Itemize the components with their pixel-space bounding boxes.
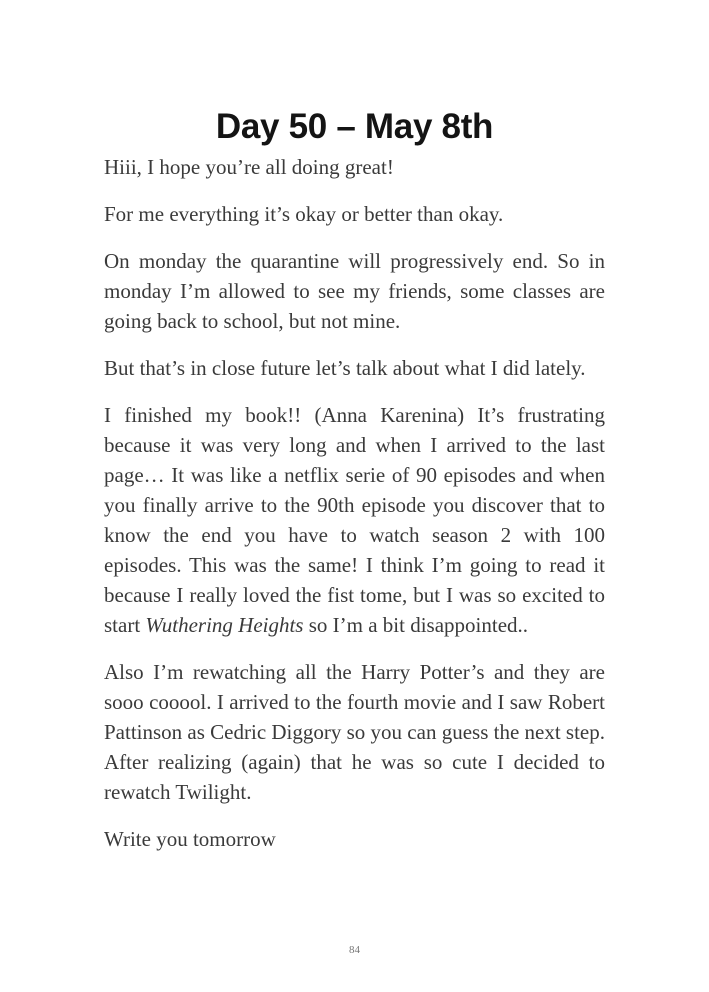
book-title-italic: Wuthering Heights (145, 613, 304, 637)
paragraph-future: But that’s in close future let’s talk about what I did lately. (104, 356, 586, 380)
page-title: Day 50 – May 8th (215, 107, 494, 147)
paragraph-signoff: Write you tomorrow (104, 827, 276, 851)
paragraph-book (104, 400, 605, 640)
paragraph-book-text: I finished my book!! (Anna Karenina) It’s frustrating because it was very long and when I arrived to the last page… It was like a netflix serie of 90 episodes and when you finally arrive to the 90th episode you discover that to know the end you have to watch season 2 with 100 episodes. This was the same! I think I’m going to read it because I really loved the fist tome, but I was so excited to start (104, 403, 605, 637)
paragraph-book-end: so I’m a bit disappointed.. (303, 613, 529, 637)
paragraph-harry-potter: Also I’m rewatching all the Harry Potter’s and they are sooo cooool. I arrived to the fourth movie and I saw Robert Pattinson as Cedric Diggory so you can guess the next step. After realizing (again) that he was so cute I decided to rewatch Twilight. (104, 660, 606, 804)
page-number: 84 (349, 944, 360, 956)
article-body (104, 152, 605, 871)
paragraph-greeting: Hiii, I hope you’re all doing great! (104, 155, 394, 179)
paragraph-status: For me everything it’s okay or better than okay. (104, 202, 504, 226)
paragraph-quarantine: On monday the quarantine will progressively end. So in monday I’m allowed to see my friends, some classes are going back to school, but not mine. (104, 249, 605, 333)
